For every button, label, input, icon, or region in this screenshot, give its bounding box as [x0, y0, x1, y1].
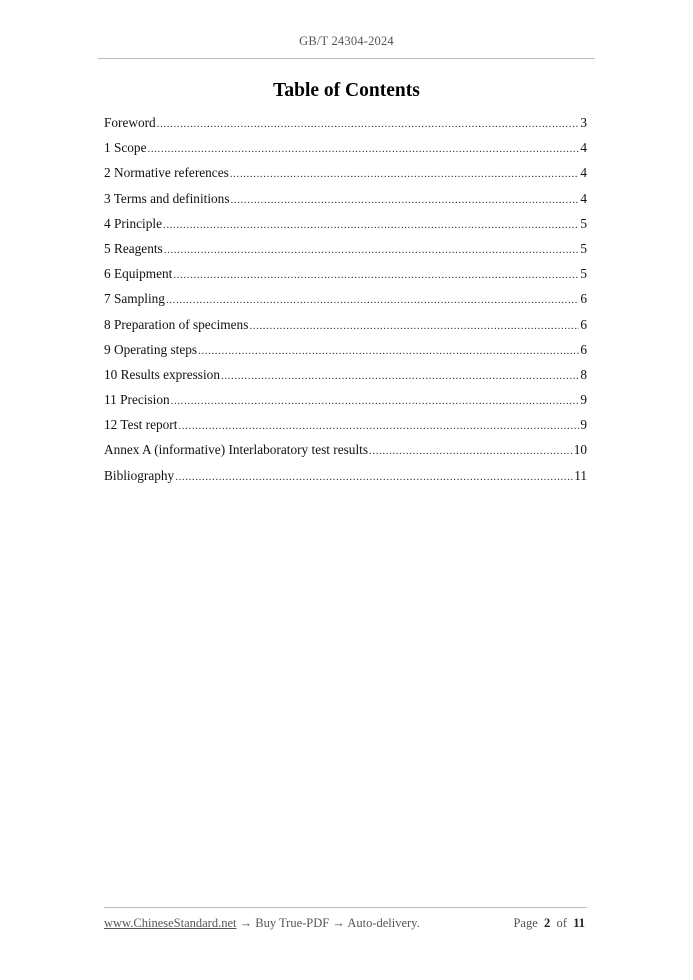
toc-entry-label: 5 Reagents [104, 240, 163, 256]
toc-entry-label: 10 Results expression [104, 366, 220, 382]
toc-entry-page: 6 [580, 291, 587, 307]
header-divider [98, 58, 595, 59]
table-of-contents [104, 115, 587, 493]
dot-leader [163, 219, 579, 231]
dot-leader [369, 445, 573, 457]
page-number [513, 916, 585, 931]
toc-entry-page: 4 [580, 165, 587, 181]
toc-entry-scope[interactable] [104, 140, 587, 165]
toc-entry-label: Annex A (informative) Interlaboratory test results [104, 442, 369, 458]
toc-entry-label: 9 Operating steps [104, 341, 198, 357]
toc-entry-page: 11 [574, 467, 587, 483]
toc-entry-page: 6 [580, 316, 587, 332]
dot-leader [178, 420, 579, 432]
toc-entry-label: 1 Scope [104, 140, 147, 156]
toc-entry-label: 2 Normative references [104, 165, 229, 181]
toc-entry-page: 10 [573, 442, 587, 458]
current-page-number: 2 [544, 916, 551, 930]
toc-entry-label: Bibliography [104, 467, 175, 483]
dot-leader [166, 294, 579, 306]
toc-entry-principle[interactable] [104, 216, 587, 241]
toc-entry-foreword[interactable] [104, 115, 587, 140]
toc-entry-terms-and-definitions[interactable] [104, 191, 587, 216]
arrow-icon: → [239, 916, 253, 930]
dot-leader [175, 471, 573, 483]
toc-entry-results-expression[interactable] [104, 367, 587, 392]
toc-entry-page: 8 [580, 366, 587, 382]
dot-leader [230, 168, 580, 180]
dot-leader [198, 345, 579, 357]
toc-entry-sampling[interactable] [104, 291, 587, 316]
toc-entry-page: 5 [580, 266, 587, 282]
page-of-word: of [556, 916, 567, 930]
toc-entry-preparation-of-specimens[interactable] [104, 317, 587, 342]
toc-entry-page: 3 [580, 115, 587, 130]
toc-entry-label: 8 Preparation of specimens [104, 316, 249, 332]
dot-leader [173, 269, 579, 281]
footer-divider [104, 907, 587, 908]
toc-entry-page: 4 [580, 140, 587, 156]
dot-leader [249, 320, 579, 332]
footer-site-link[interactable]: www.ChineseStandard.net [104, 916, 237, 930]
toc-entry-label: 12 Test report [104, 417, 178, 433]
arrow-icon: → [332, 916, 345, 930]
footer-promo [104, 916, 420, 931]
toc-entry-page: 5 [580, 215, 587, 231]
toc-entry-label: Foreword [104, 115, 156, 130]
toc-entry-page: 5 [580, 240, 587, 256]
dot-leader [231, 194, 580, 206]
running-header: GB/T 24304-2024 [299, 34, 394, 48]
dot-leader [147, 143, 579, 155]
toc-entry-page: 9 [580, 417, 587, 433]
total-page-count: 11 [573, 916, 585, 930]
toc-entry-label: 6 Equipment [104, 266, 173, 282]
toc-entry-reagents[interactable] [104, 241, 587, 266]
footer-delivery-text: Auto-delivery. [347, 916, 420, 930]
toc-entry-equipment[interactable] [104, 266, 587, 291]
toc-entry-precision[interactable] [104, 392, 587, 417]
dot-leader [171, 395, 580, 407]
toc-entry-page: 6 [580, 341, 587, 357]
dot-leader [157, 118, 580, 130]
toc-entry-test-report[interactable] [104, 417, 587, 442]
toc-entry-page: 4 [580, 190, 587, 206]
dot-leader [164, 244, 580, 256]
toc-entry-normative-references[interactable] [104, 165, 587, 190]
toc-entry-label: 4 Principle [104, 215, 162, 231]
toc-entry-operating-steps[interactable] [104, 342, 587, 367]
page-word: Page [513, 916, 538, 930]
page-title: Table of Contents [273, 80, 420, 101]
toc-entry-annex-a[interactable] [104, 442, 587, 467]
toc-entry-label: 3 Terms and definitions [104, 190, 230, 206]
dot-leader [221, 370, 579, 382]
toc-entry-label: 7 Sampling [104, 291, 165, 307]
toc-entry-page: 9 [580, 392, 587, 408]
toc-entry-label: 11 Precision [104, 392, 170, 408]
toc-entry-bibliography[interactable] [104, 468, 587, 493]
footer-buy-link[interactable]: Buy True-PDF [255, 916, 330, 930]
